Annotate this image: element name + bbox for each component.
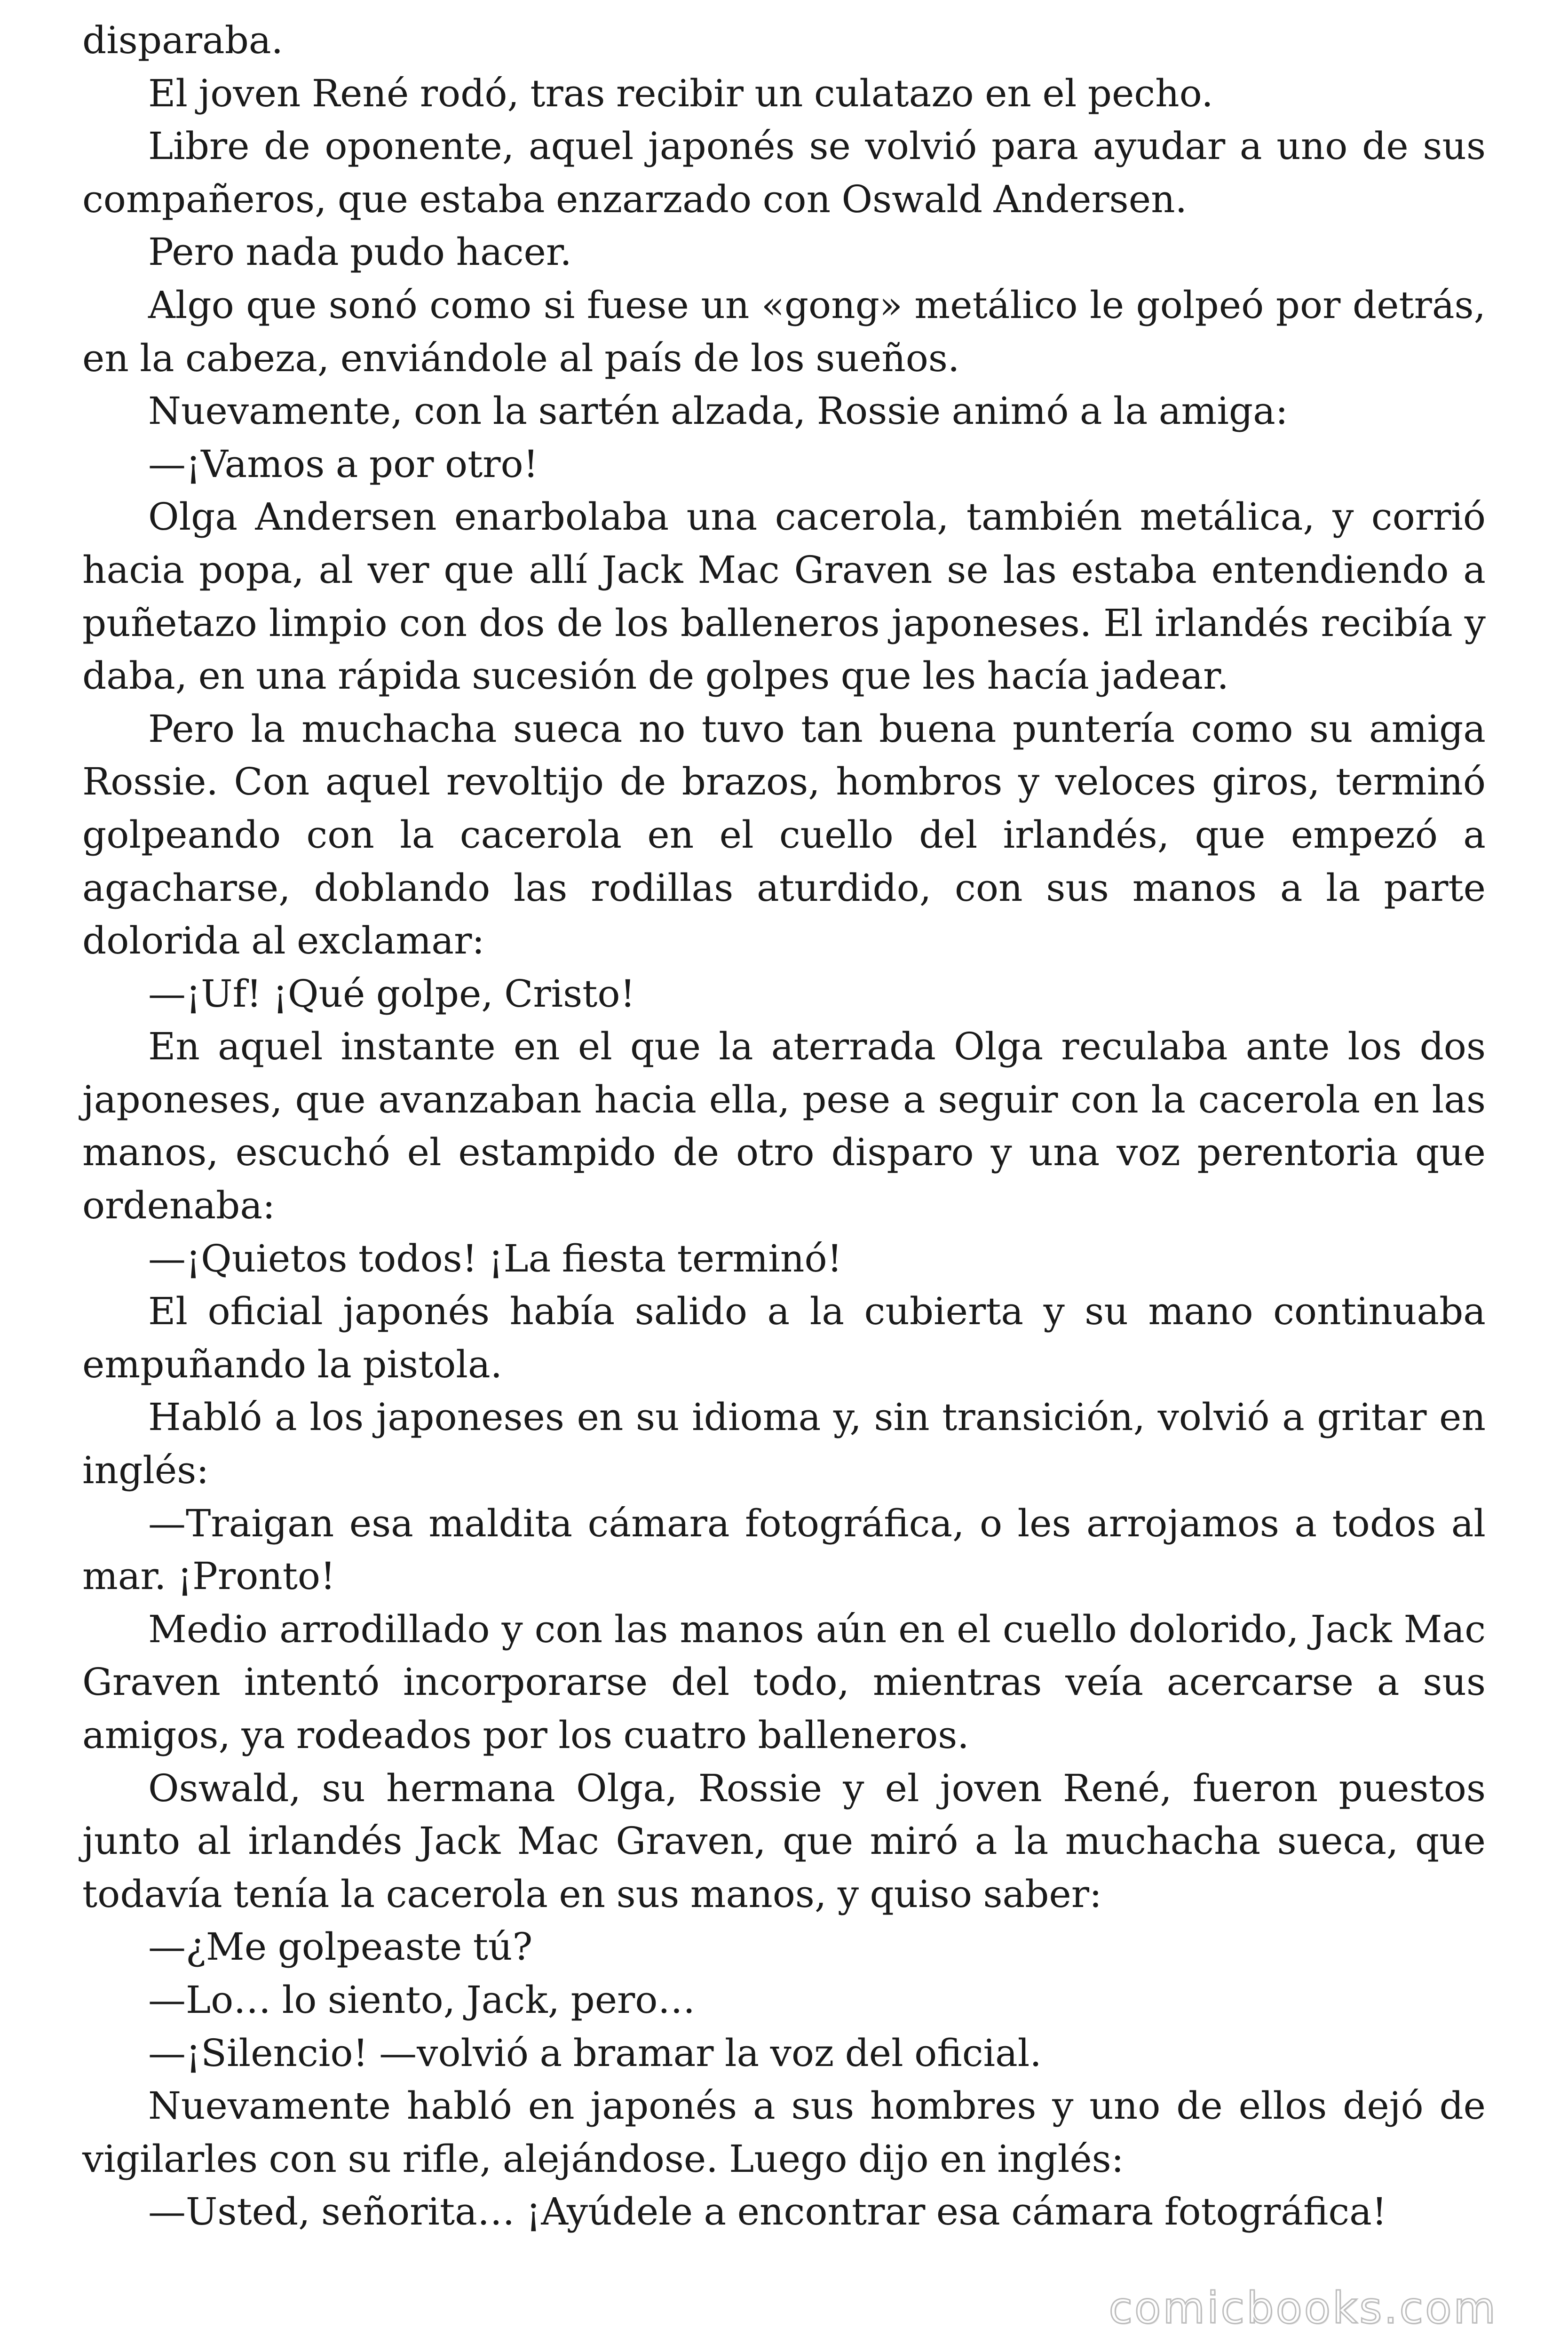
paragraph: —¡Quietos todos! ¡La fiesta terminó! [148, 1236, 842, 1280]
paragraph: —Usted, señorita… ¡Ayúdele a encontrar esa cámara fotográfica! [148, 2190, 1387, 2234]
paragraph: Olga Andersen enarbolaba una cacerola, también metálica, y corrió hacia popa, al ver que allí Jack Mac Graven se las estaba entendiendo a puñetazo limpio con dos de los balleneros japoneses. El irlandés recibía y daba, en una rápida sucesión de golpes que les hacía jadear. [82, 495, 1486, 698]
paragraph: disparaba. [82, 18, 284, 62]
paragraph: En aquel instante en el que la aterrada Olga reculaba ante los dos japoneses, que avanzaban hacia ella, pese a seguir con la cacerola en las manos, escuchó el estampido de otro disparo y una voz perentoria que ordenaba: [82, 1025, 1486, 1228]
paragraph: El joven René rodó, tras recibir un culatazo en el pecho. [148, 71, 1213, 115]
paragraph: Pero nada pudo hacer. [148, 230, 572, 274]
paragraph: Medio arrodillado y con las manos aún en el cuello dolorido, Jack Mac Graven intentó incorporarse del todo, mientras veía acercarse a sus amigos, ya rodeados por los cuatro balleneros. [82, 1607, 1486, 1757]
paragraph: Habló a los japoneses en su idioma y, sin transición, volvió a gritar en inglés: [82, 1395, 1486, 1493]
book-page [82, 14, 1486, 2239]
paragraph: —Traigan esa maldita cámara fotográfica, o les arrojamos a todos al mar. ¡Pronto! [82, 1501, 1486, 1598]
paragraph: —¡Vamos a por otro! [148, 442, 539, 486]
paragraph: —¡Silencio! —volvió a bramar la voz del oficial. [148, 2031, 1042, 2075]
watermark: comicbooks.com [1109, 2283, 1497, 2333]
paragraph: —¿Me golpeaste tú? [148, 1925, 533, 1969]
paragraph: Pero la muchacha sueca no tuvo tan buena puntería como su amiga Rossie. Con aquel revoltijo de brazos, hombros y veloces giros, terminó golpeando con la cacerola en el cuello del irlandés, que empezó a agacharse, doblando las rodillas aturdido, con sus manos a la parte dolorida al exclamar: [82, 707, 1486, 963]
paragraph: Nuevamente, con la sartén alzada, Rossie animó a la amiga: [148, 389, 1288, 433]
paragraph: —¡Uf! ¡Qué golpe, Cristo! [148, 971, 635, 1016]
paragraph: Nuevamente habló en japonés a sus hombres y uno de ellos dejó de vigilarles con su rifle, alejándose. Luego dijo en inglés: [82, 2084, 1486, 2181]
paragraph: —Lo… lo siento, Jack, pero… [148, 1978, 696, 2022]
paragraph: Oswald, su hermana Olga, Rossie y el joven René, fueron puestos junto al irlandés Jack Mac Graven, que miró a la muchacha sueca, que todavía tenía la cacerola en sus manos, y quiso saber: [82, 1766, 1486, 1916]
body-text [82, 14, 1486, 2239]
paragraph: Algo que sonó como si fuese un «gong» metálico le golpeó por detrás, en la cabeza, enviándole al país de los sueños. [82, 283, 1486, 380]
paragraph: Libre de oponente, aquel japonés se volvió para ayudar a uno de sus compañeros, que estaba enzarzado con Oswald Andersen. [82, 124, 1486, 221]
paragraph: El oficial japonés había salido a la cubierta y su mano continuaba empuñando la pistola. [82, 1289, 1486, 1386]
